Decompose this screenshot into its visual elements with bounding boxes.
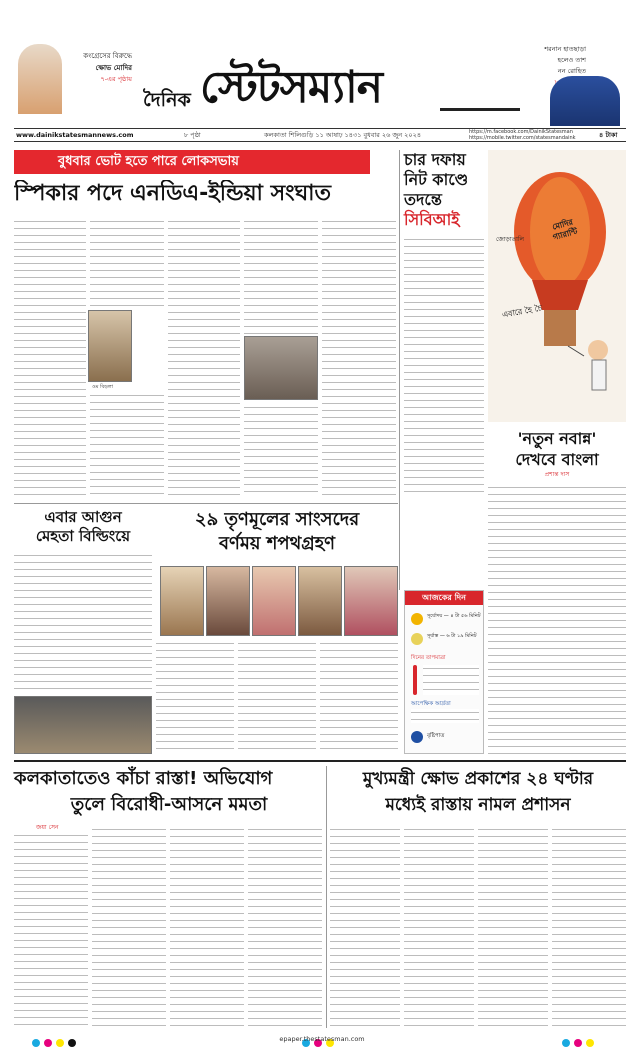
- facebook-link[interactable]: https://m.facebook.com/DainikStatesman: [469, 129, 573, 135]
- bottom-right-col3: [478, 826, 548, 1028]
- weather-box: [404, 590, 484, 754]
- lead-body-col5: [322, 218, 396, 498]
- weather-sunset: সূর্যাস্ত — ৬ টা ১৯ মিনিট: [427, 633, 477, 639]
- weather-rain: বৃষ্টিপাত: [427, 733, 445, 739]
- weather-humidity-lines: [411, 709, 479, 723]
- masthead: [0, 0, 640, 128]
- bottom-right-headline[interactable]: [330, 766, 626, 818]
- sun-icon: [411, 613, 423, 625]
- oath-body-col1: [156, 640, 234, 754]
- modi-photo: [18, 44, 62, 114]
- oath-body-col2: [238, 640, 316, 754]
- cartoon: [488, 150, 626, 422]
- neet-body-col1: [404, 236, 484, 496]
- right-teaser-line1: শরনান হাতছাড়া: [544, 45, 586, 53]
- bottom-right-col2: [404, 826, 474, 1028]
- oath-headline-line2: বর্ণময় শপথগ্রহণ: [218, 533, 336, 554]
- weather-sunrise: সূর্যোদয় — ৪ টা ৫৬ মিনিট: [427, 613, 481, 619]
- thermometer-icon: [413, 665, 417, 695]
- weather-temp: দিনের তাপমাত্রা: [411, 655, 446, 661]
- rule-mid: [14, 503, 398, 504]
- nabanna-headline[interactable]: [488, 428, 626, 480]
- neet-headline-line2: নিট কাণ্ডে: [404, 170, 469, 189]
- masthead-underline: [440, 108, 520, 111]
- bottom-left-headline[interactable]: [14, 766, 324, 818]
- lead-body-col4b: [244, 404, 318, 498]
- lead-body-col1: [14, 218, 86, 498]
- oath-headline[interactable]: [156, 508, 398, 556]
- weather-temp-lines: [423, 665, 479, 695]
- bottom-left-line1: কলকাতাতেও কাঁচা রাস্তা! অভিযোগ: [14, 768, 273, 789]
- weather-humidity: আপেক্ষিক আর্দ্রতা: [411, 701, 451, 707]
- weather-title: আজকের দিন: [405, 591, 483, 605]
- bottom-left-col1: [14, 832, 88, 1028]
- cartoon-balloon-text: মোদির গ্যারান্টি: [551, 217, 579, 242]
- dateline: [14, 128, 626, 142]
- registration-marks-left: [30, 1032, 78, 1048]
- neet-headline-line4: সিবিআই: [404, 210, 460, 229]
- masthead-title-small: দৈনিক: [143, 89, 191, 111]
- nabanna-byline: প্রশান্ত দাস: [544, 471, 570, 478]
- bottom-left-byline: জয়া সেন: [36, 824, 59, 831]
- bottom-left-line2: তুলে বিরোধী-আসনে মমতা: [70, 794, 268, 815]
- neet-headline[interactable]: [404, 150, 484, 230]
- rule-bottom: [14, 760, 626, 762]
- right-teaser-line2: হলেও তাশ: [557, 56, 586, 64]
- rohit-photo: [550, 76, 620, 126]
- registration-marks-right: [560, 1032, 596, 1048]
- fire-headline-line1: এবার আগুন: [44, 508, 122, 526]
- left-teaser-line1: কংগ্রেসের বিরুদ্ধে: [83, 52, 132, 60]
- bottom-right-col1: [330, 826, 400, 1028]
- bottom-left-col4: [248, 826, 322, 1028]
- fire-photo: [14, 696, 152, 754]
- modi-teaser[interactable]: [62, 50, 132, 85]
- lead-banner: [14, 150, 370, 174]
- oath-photo-1: [160, 566, 204, 636]
- lead-headline[interactable]: স্পিকার পদে এনডিএ-ইন্ডিয়া সংঘাত: [14, 181, 332, 206]
- col-rule-1: [399, 150, 400, 590]
- lead-body-col3: [168, 218, 240, 498]
- bottom-right-col4: [552, 826, 626, 1028]
- fire-body: [14, 552, 152, 692]
- oath-photo-3: [252, 566, 296, 636]
- epaper-link[interactable]: epaper.thestatesman.com: [279, 1035, 365, 1043]
- left-teaser-line2: ক্ষোভ মোদির: [95, 64, 132, 72]
- lead-body-col4: [244, 218, 318, 334]
- lead-banner-text: বুধবার ভোট হতে পারে লোকসভায়: [58, 154, 239, 169]
- neet-headline-line3: তদন্তে: [404, 190, 442, 209]
- masthead-title: স্টেটসম্যান: [200, 62, 383, 113]
- right-teaser-line3: নন রোহিত: [557, 67, 586, 75]
- fire-headline-line2: মেহতা বিল্ডিংয়ে: [35, 527, 131, 545]
- price: ৪ টাকা: [599, 131, 618, 139]
- rain-icon: [411, 731, 423, 743]
- oath-photo-4: [298, 566, 342, 636]
- left-teaser-page: ৭-এর পৃষ্ঠায়: [100, 75, 132, 83]
- fire-headline[interactable]: [14, 508, 152, 546]
- website-link[interactable]: www.dainikstatesmannews.com: [16, 131, 134, 139]
- neet-headline-line1: চার দফায়: [404, 150, 466, 169]
- oath-headline-line1: ২৯ তৃণমূলের সাংসদের: [194, 509, 360, 530]
- oath-body-col3: [320, 640, 398, 754]
- cartoon-left-label: জোড়াতালি: [496, 236, 524, 243]
- bottom-right-line1: মুখ্যমন্ত্রী ক্ষোভ প্রকাশের ২৪ ঘণ্টার: [362, 769, 594, 789]
- bottom-right-line2: মধ্যেই রাস্তায় নামল প্রশাসন: [385, 795, 571, 815]
- lead-body-col2: [90, 218, 164, 308]
- lead-body-col2b: [90, 392, 164, 498]
- page-count: ৮ পৃষ্ঠা: [184, 131, 201, 139]
- om-birla-caption: ওম বিড়লা: [92, 384, 114, 390]
- cartoon-illustration: [488, 150, 626, 422]
- moon-icon: [411, 633, 423, 645]
- twitter-link[interactable]: https://mobile.twitter.com/statesmandaink: [469, 135, 576, 141]
- oath-photo-2: [206, 566, 250, 636]
- bottom-left-col2: [92, 826, 166, 1028]
- col-rule-2: [326, 766, 327, 1028]
- nabanna-line2: দেখবে বাংলা: [515, 450, 599, 469]
- om-birla-photo: [88, 310, 132, 382]
- nabanna-body: [488, 484, 626, 754]
- bottom-left-col3: [170, 826, 244, 1028]
- dateline-date: কলকাতা শিলিগুড়ি ১১ আষাঢ় ১৪৩১ বুধবার ২৬ জুন ২০২৪: [264, 131, 422, 139]
- k-suresh-photo: [244, 336, 318, 400]
- nabanna-line1: 'নতুন নবান্ন': [517, 429, 597, 448]
- oath-photo-5: [344, 566, 398, 636]
- cartoon-caption: এবারে হৈ চৈ: [501, 303, 543, 320]
